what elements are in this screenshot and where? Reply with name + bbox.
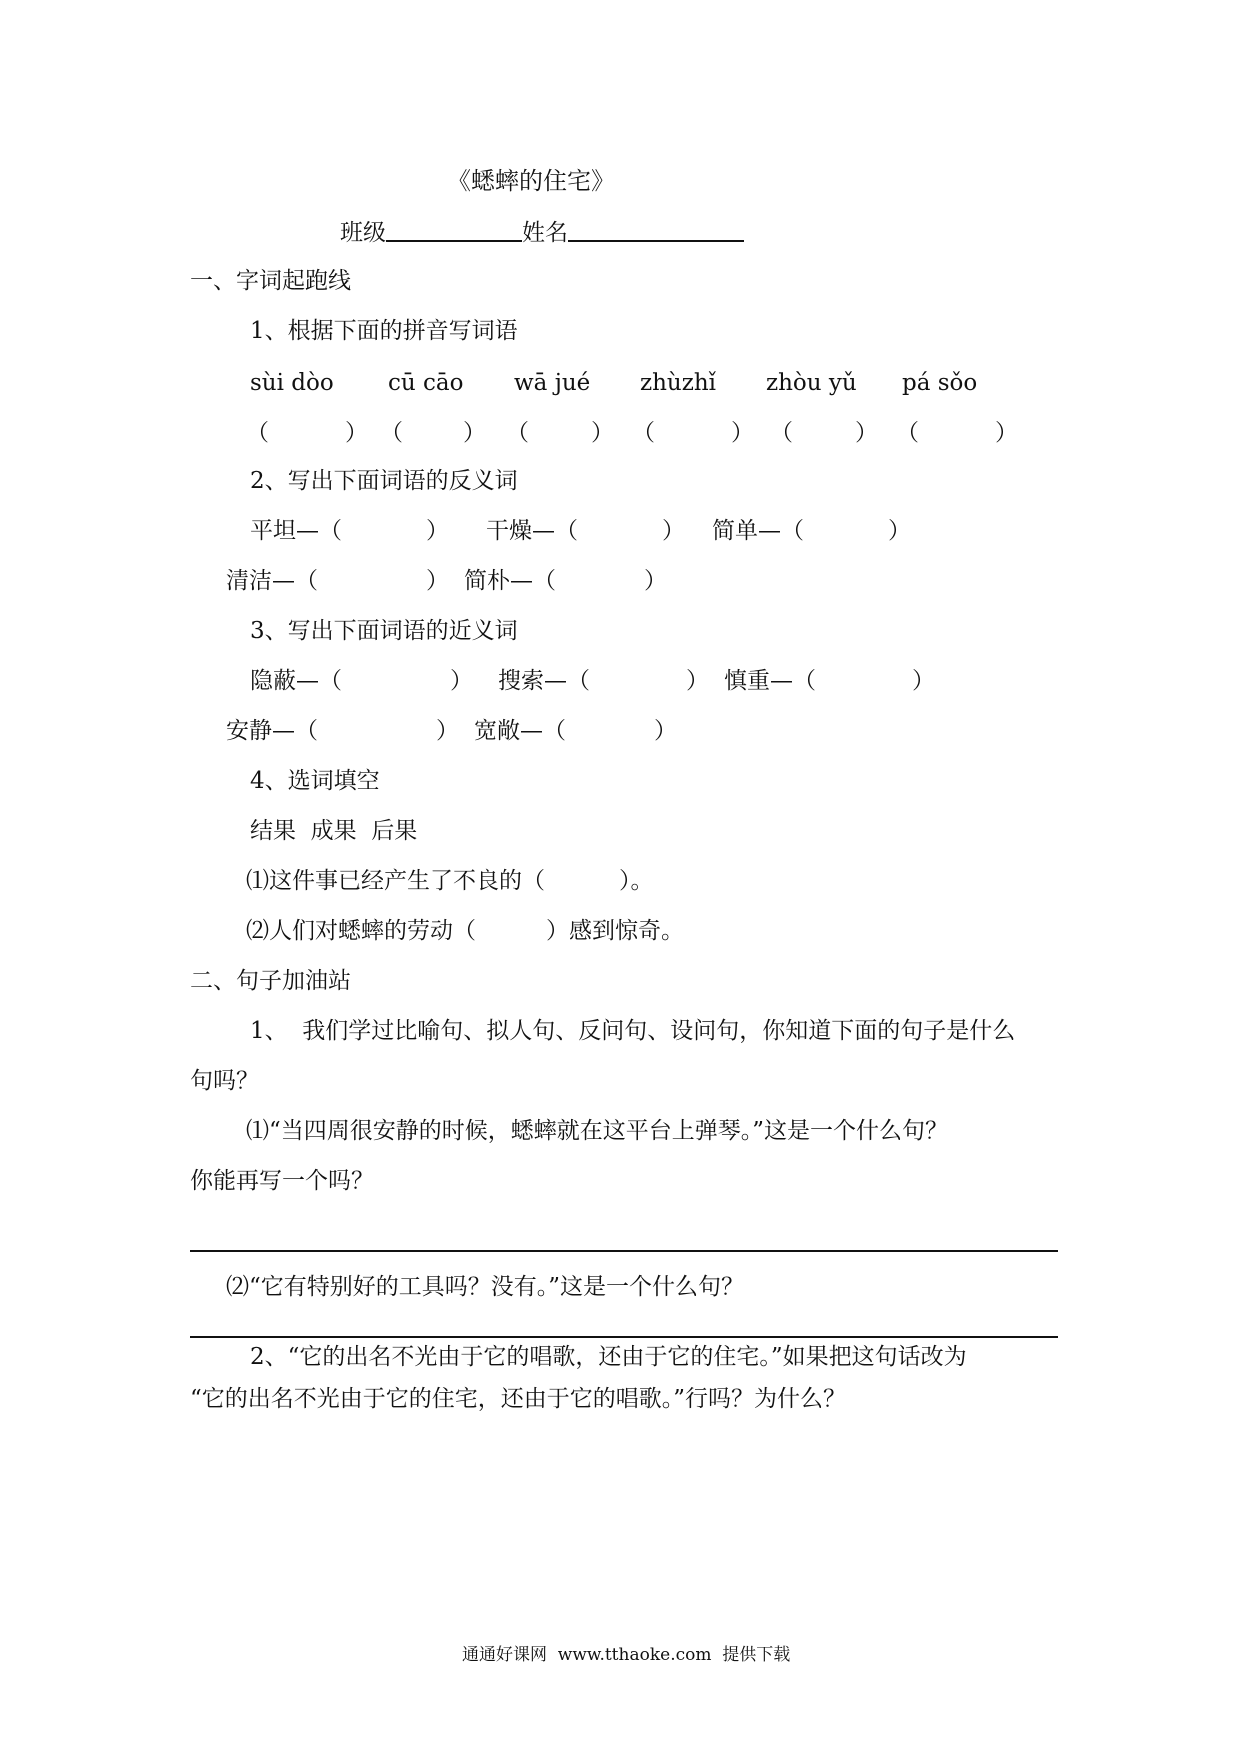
antonym-item-1[interactable]: 平坦—（ ） [250, 518, 449, 544]
s2-q2-line2: “它的出名不光由于它的住宅，还由于它的唱歌。”行吗？为什么？ [190, 1386, 847, 1412]
page-title: 《蟋蟀的住宅》 [447, 167, 615, 195]
pinyin-answer-3[interactable]: （ ） [506, 420, 614, 446]
section1-heading: 一、字词起跑线 [190, 268, 351, 294]
synonym-item-4[interactable]: 安静—（ ） [226, 718, 459, 744]
page-footer: 通通好课网 www.tthaoke.com 提供下载 [462, 1645, 791, 1665]
class-name-row [340, 216, 744, 248]
antonym-item-2[interactable]: 干燥—（ ） [486, 518, 685, 544]
antonym-item-5[interactable]: 简朴—（ ） [464, 568, 667, 594]
pinyin-2: cū cāo [388, 370, 464, 396]
s2-q1a-line2: 你能再写一个吗？ [190, 1168, 374, 1194]
class-label: 班级 [340, 220, 386, 246]
name-label: 姓名 [522, 220, 568, 246]
s2-q1a-line1: ⑴“当四周很安静的时候，蟋蟀就在这平台上弹琴。”这是一个什么句？ [246, 1118, 949, 1144]
s2-q1b: ⑵“它有特别好的工具吗？没有。”这是一个什么句？ [226, 1274, 745, 1300]
pinyin-5: zhòu yǔ [766, 370, 857, 396]
section2-heading: 二、句子加油站 [190, 968, 351, 994]
pinyin-answer-4[interactable]: （ ） [632, 420, 754, 446]
synonym-item-5[interactable]: 宽敞—（ ） [474, 718, 677, 744]
q4-word-choices: 结果 成果 后果 [250, 818, 418, 844]
pinyin-answer-2[interactable]: （ ） [380, 420, 486, 446]
class-field[interactable] [386, 216, 522, 242]
s2-q1-line2: 句吗？ [190, 1068, 259, 1094]
antonym-item-3[interactable]: 简单—（ ） [712, 518, 911, 544]
s2-q2-line1: 2、“它的出名不光由于它的唱歌，还由于它的住宅。”如果把这句话改为 [250, 1344, 967, 1370]
antonym-item-4[interactable]: 清洁—（ ） [226, 568, 449, 594]
q4-sentence-1[interactable]: ⑴这件事已经产生了不良的（ ）。 [246, 868, 654, 894]
s2-q1-line1: 1、 我们学过比喻句、拟人句、反问句、设问句，你知道下面的句子是什么 [250, 1018, 1016, 1044]
name-field[interactable] [568, 216, 744, 242]
pinyin-3: wā jué [514, 370, 591, 396]
q4-sentence-2[interactable]: ⑵人们对蟋蟀的劳动（ ）感到惊奇。 [246, 918, 684, 944]
pinyin-answer-6[interactable]: （ ） [896, 420, 1018, 446]
pinyin-6: pá sǒo [902, 370, 978, 396]
answer-line-1[interactable] [190, 1250, 1058, 1252]
q3-prompt: 3、写出下面词语的近义词 [250, 618, 518, 644]
pinyin-1: sùi dòo [250, 370, 334, 396]
pinyin-answer-5[interactable]: （ ） [770, 420, 878, 446]
synonym-item-2[interactable]: 搜索—（ ） [498, 668, 709, 694]
synonym-item-1[interactable]: 隐蔽—（ ） [250, 668, 473, 694]
q4-prompt: 4、选词填空 [250, 768, 380, 794]
pinyin-4: zhùzhǐ [640, 370, 717, 396]
q2-prompt: 2、写出下面词语的反义词 [250, 468, 518, 494]
q1-prompt: 1、根据下面的拼音写词语 [250, 318, 518, 344]
pinyin-answer-1[interactable]: （ ） [246, 420, 368, 446]
synonym-item-3[interactable]: 慎重—（ ） [724, 668, 935, 694]
answer-line-2[interactable] [190, 1336, 1058, 1338]
